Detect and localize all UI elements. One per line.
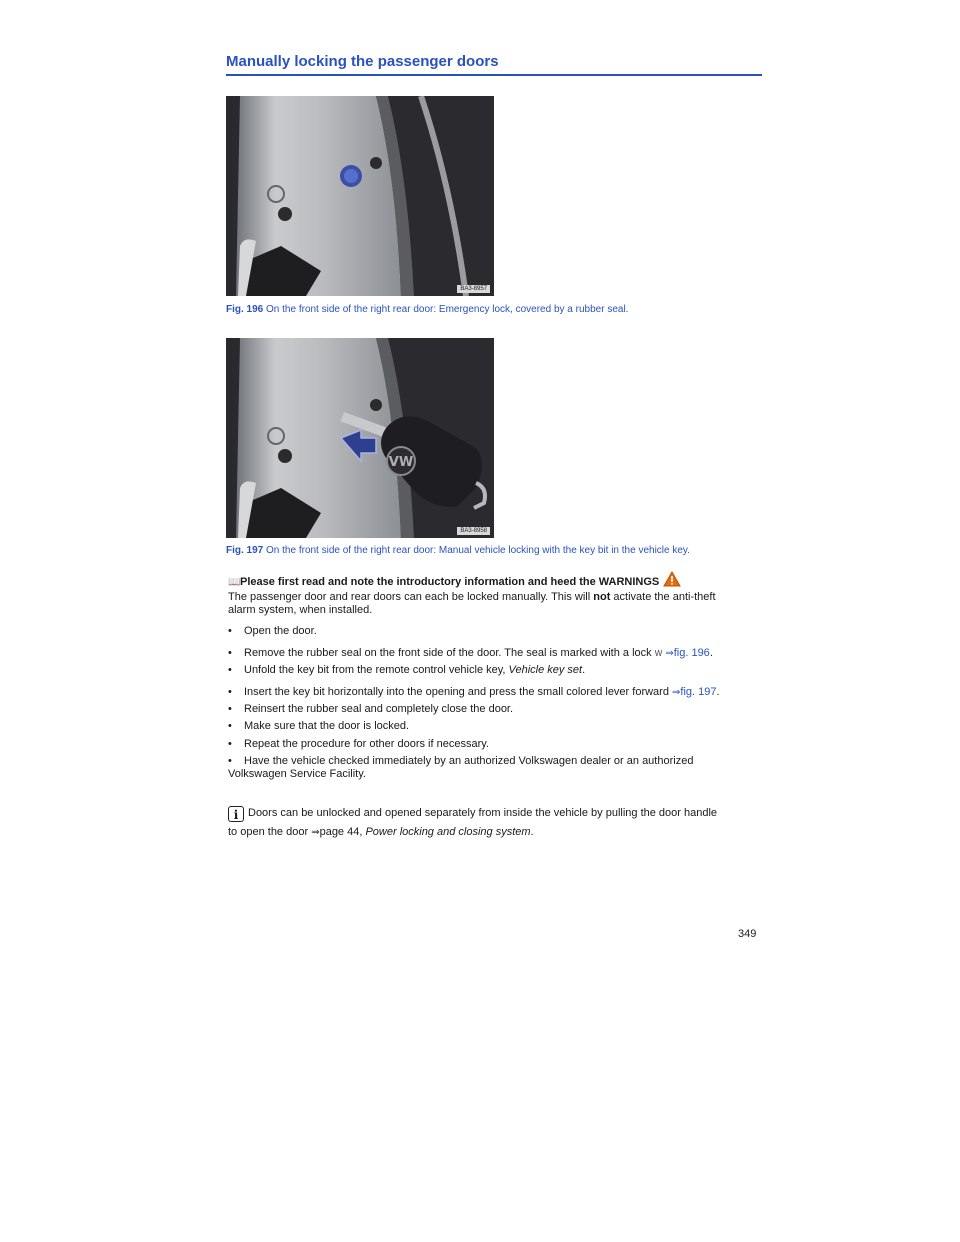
book-icon: 📖 xyxy=(228,577,241,588)
warning-icon xyxy=(663,571,681,587)
vehicle-key-set-ref[interactable]: Vehicle key set xyxy=(508,664,583,676)
figure-code: BA3-8958 xyxy=(457,527,490,535)
step-item-continued: Volkswagen Service Facility. xyxy=(228,768,366,780)
figure-196-caption xyxy=(226,304,628,315)
page-title: Manually locking the passenger doors xyxy=(226,53,762,76)
lock-symbol: W xyxy=(654,649,663,658)
info-icon: i xyxy=(228,806,244,822)
caption-text: On the front side of the right rear door: Manual vehicle locking with the key bit in the vehicle key. xyxy=(266,545,690,556)
page-number: 349 xyxy=(738,928,757,940)
svg-text:VW: VW xyxy=(388,455,414,470)
power-locking-ref[interactable]: Power locking and closing system xyxy=(365,826,531,838)
figure-code: BA3-8957 xyxy=(457,285,490,293)
figure-197-caption xyxy=(226,545,690,556)
fig-197-link[interactable]: ⇒fig. 197 xyxy=(672,686,717,698)
caption-text: On the front side of the right rear door: Emergency lock, covered by a rubber seal. xyxy=(266,304,629,315)
fig-196-link[interactable]: ⇒fig. 196 xyxy=(665,647,710,659)
caption-label: Fig. 197 xyxy=(226,545,264,556)
intro-paragraph: The passenger door and rear doors can each be locked manually. This will not activate the anti-theft alarm system, when installed. xyxy=(228,591,716,616)
info-note: i Doors can be unlocked and opened separately from inside the vehicle by pulling the door handle to open the door ⇒page 44, Power locking and closing system. xyxy=(228,807,718,838)
caption-label: Fig. 196 xyxy=(226,304,264,315)
figure-196-image xyxy=(226,96,494,296)
figure-197-image xyxy=(226,338,494,538)
intro-heading: 📖Please first read and note the introductory information and heed the WARNINGS xyxy=(228,571,758,589)
page-44-ref[interactable]: page 44, xyxy=(319,826,366,838)
